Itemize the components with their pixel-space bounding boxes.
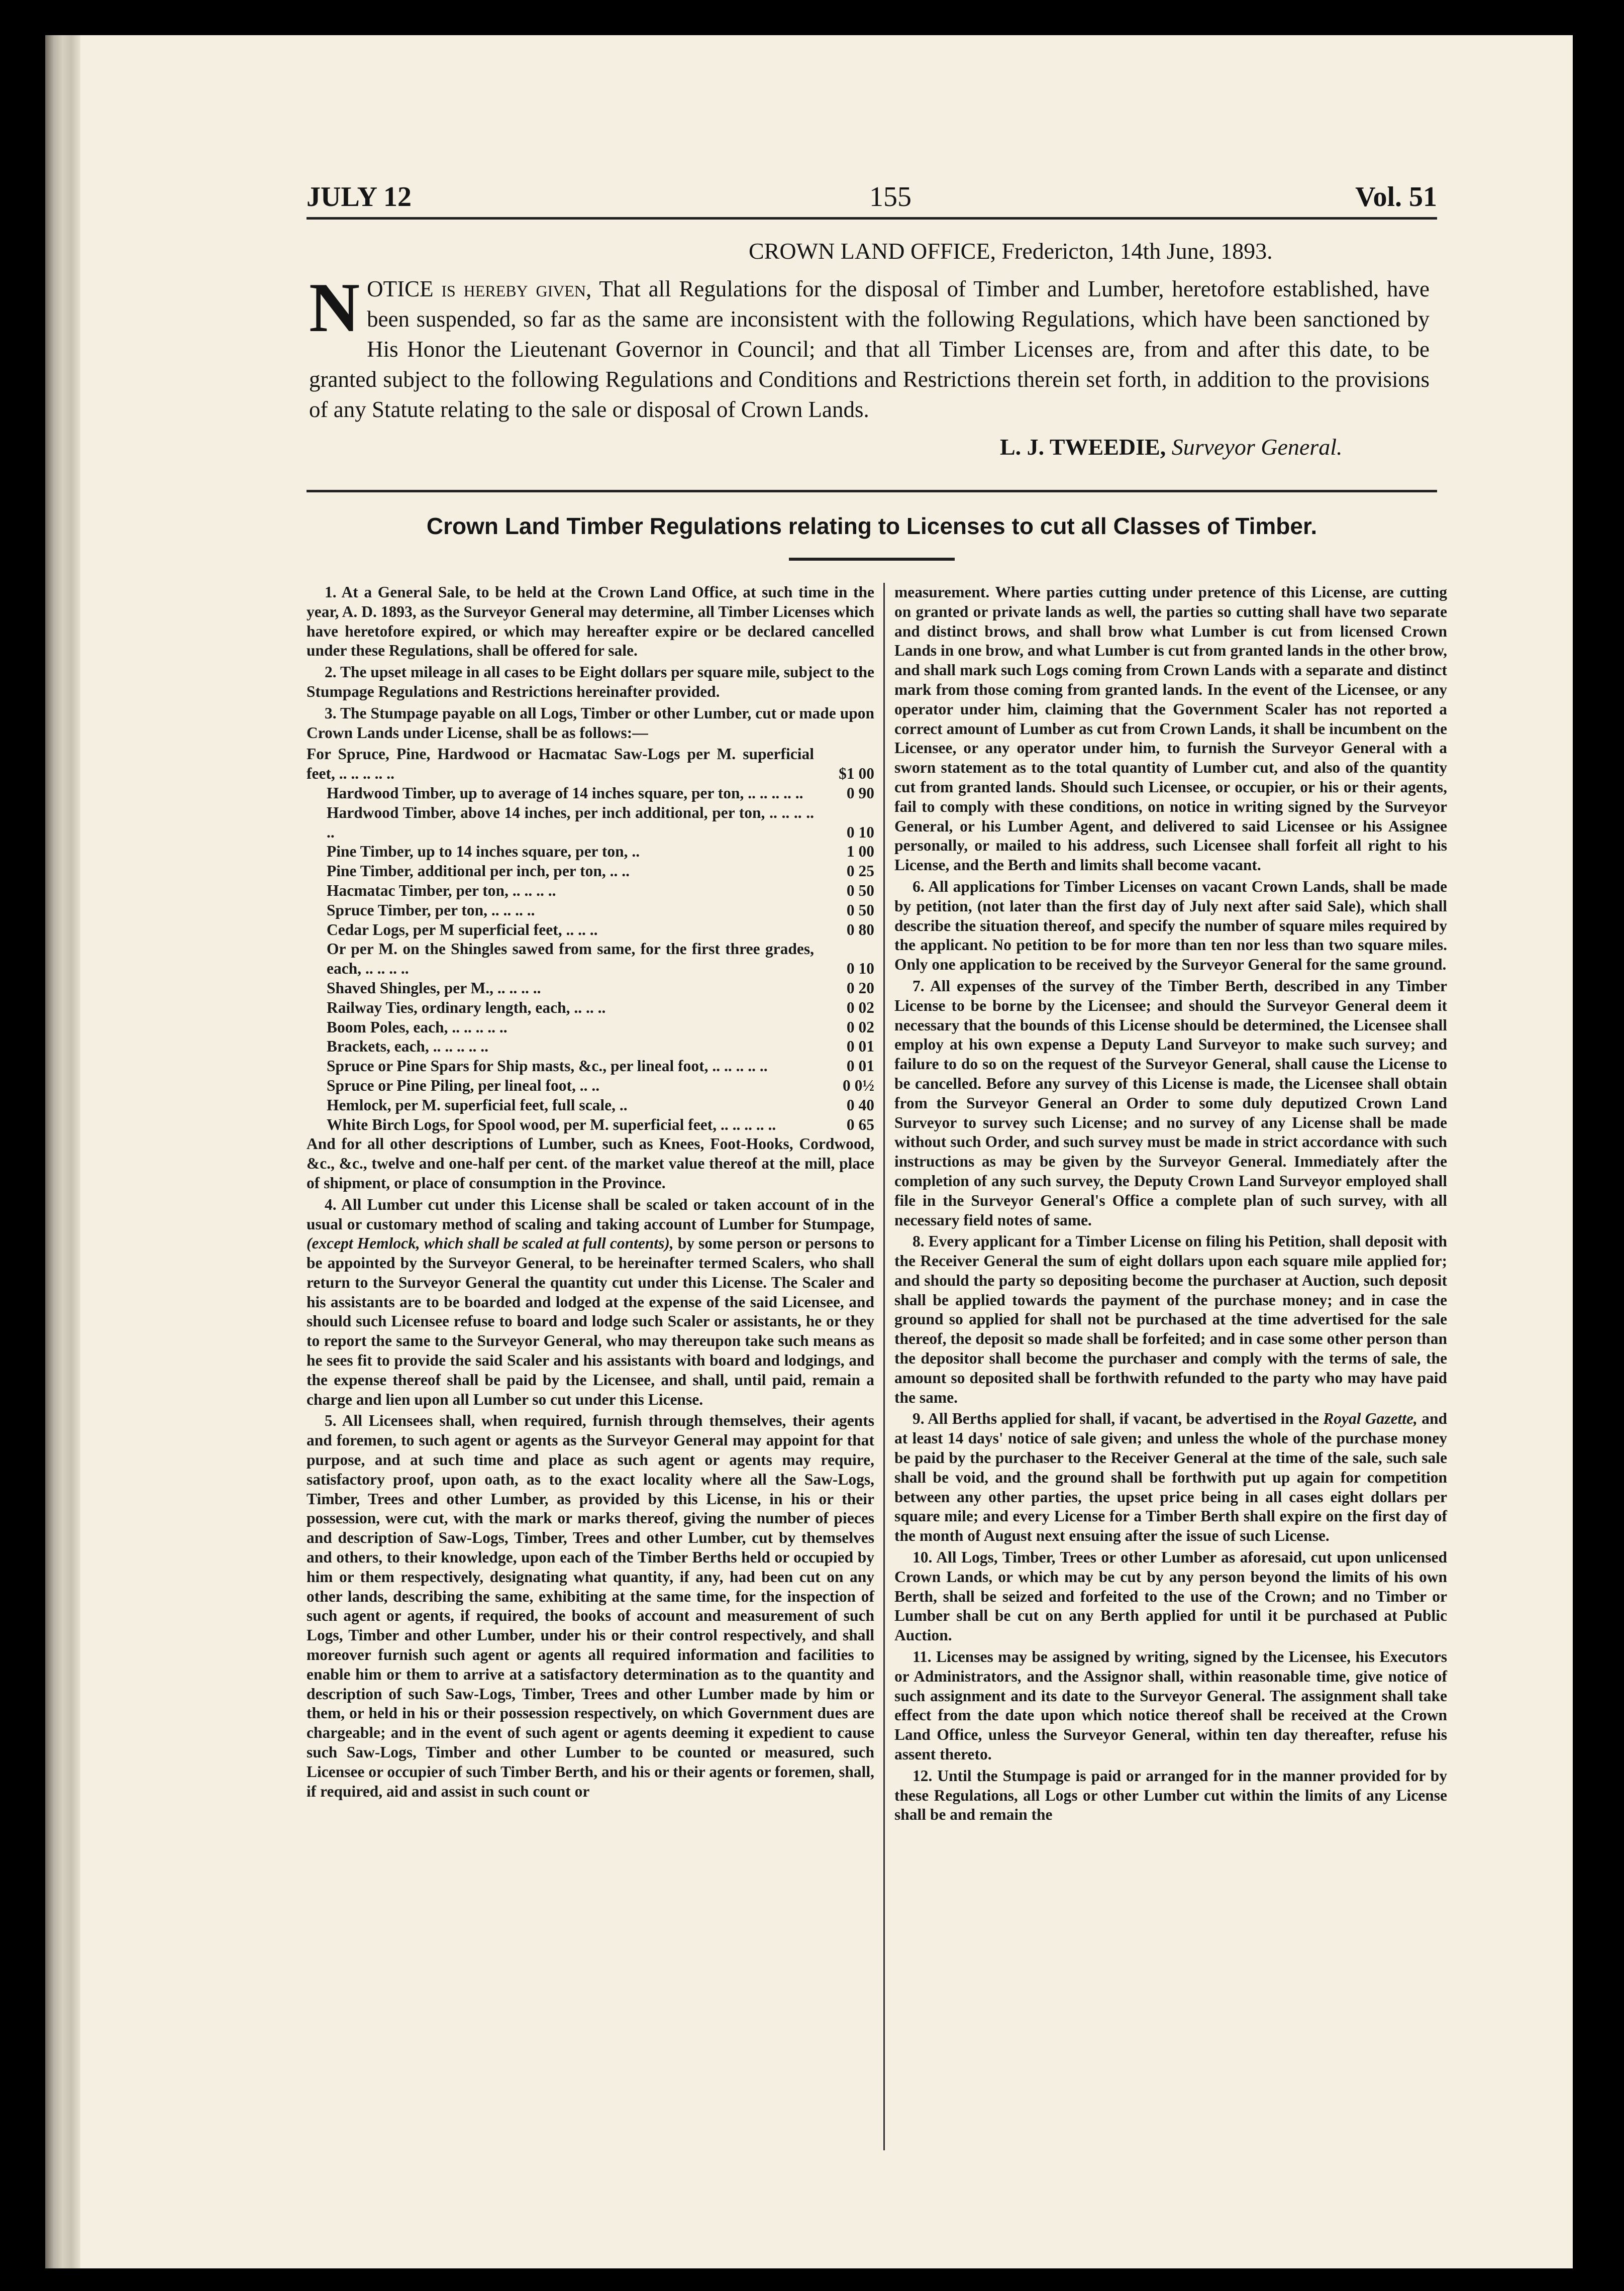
regulation-9 <box>894 1409 1447 1546</box>
notice-text: That all Regulations for the disposal of Timber and Lumber, heretofore established, have been suspended, so far as the same are inconsistent with the following Regulations, which have been sanctioned by His Honor the Lieutenant Governor in Council; and that all Timber Licenses are, from and after this date, to be granted subject to the following Regulations and Conditions and Restrictions therein set forth, in addition to the provisions of any Statute relating to the sale or disposal of Crown Lands. <box>309 276 1430 422</box>
rate-row <box>307 998 874 1018</box>
rate-price: $1 00 <box>839 765 874 783</box>
notice-paragraph <box>309 269 1430 425</box>
rate-row <box>307 920 874 940</box>
rate-item: Spruce or Pine Piling, per lineal foot, .. .. <box>327 1076 600 1094</box>
book-spine <box>45 35 80 2268</box>
regulation-4-text-a: 4. All Lumber cut under this License shall be scaled or taken account of in the usual or customary method of scaling and taking account of Lumber for Stumpage, <box>307 1195 874 1233</box>
rate-row <box>307 1057 874 1076</box>
regulation-4-italic: (except Hemlock, which shall be scaled at full contents), <box>307 1234 674 1253</box>
section-divider <box>307 490 1437 492</box>
regulation-12: 12. Until the Stumpage is paid or arranged for in the manner provided for by these Regulations, all Logs or other Lumber cut within the limits of any License shall be and remain the <box>894 1766 1447 1824</box>
document-page <box>45 35 1573 2268</box>
rate-item: Spruce or Pine Spars for Ship masts, &c., per lineal foot, .. .. .. .. .. <box>327 1057 768 1075</box>
rate-price: 0 65 <box>846 1115 874 1133</box>
drop-cap: N <box>309 269 360 347</box>
stumpage-rates-table <box>307 745 874 1134</box>
rate-item: Or per M. on the Shingles sawed from same, for the first three grades, each, .. .. .. .. <box>327 940 814 978</box>
rate-row <box>307 862 874 881</box>
rate-price: 1 00 <box>846 843 874 861</box>
rate-row <box>307 1115 874 1135</box>
regulation-11: 11. Licenses may be assigned by writing, signed by the Licensee, his Executors or Administrators, and the Assignor shall, within reasonable time, give notice of such assignment and its date to the Surveyor General. The assignment shall take effect from the date upon which notice thereof shall be received at the Crown Land Office, unless the Surveyor General, within ten day thereafter, refuse his assent thereto. <box>894 1648 1447 1763</box>
rate-row <box>307 979 874 998</box>
rate-row <box>307 803 874 843</box>
running-header <box>307 152 1437 220</box>
regulations-title: Crown Land Timber Regulations relating to Licenses to cut all Classes of Timber. <box>426 513 1317 539</box>
rate-item: Hardwood Timber, above 14 inches, per inch additional, per ton, .. .. .. .. .. <box>327 803 814 841</box>
regulation-1: 1. At a General Sale, to be held at the Crown Land Office, at such time in the year, A. D. 1893, as the Surveyor General may determine, all Timber Licenses which have heretofore expired, or which may hereafter expire or be declared cancelled under these Regulations, shall be offered for sale. <box>307 583 874 660</box>
left-column <box>307 583 874 1803</box>
rate-price: 0 25 <box>846 862 874 880</box>
rate-item: Hemlock, per M. superficial feet, full scale, .. <box>327 1096 628 1114</box>
rate-row <box>307 940 874 979</box>
rate-price: 0 01 <box>846 1037 874 1056</box>
regulation-9-text-a: 9. All Berths applied for shall, if vacant, be advertised in the <box>912 1410 1324 1428</box>
rate-item: Railway Ties, ordinary length, each, .. .. .. <box>327 998 606 1016</box>
rate-item: For Spruce, Pine, Hardwood or Hacmatac Saw-Logs per M. superficial feet, .. .. .. .. .. <box>307 745 814 783</box>
rate-price: 0 01 <box>846 1057 874 1075</box>
rate-item: Hardwood Timber, up to average of 14 inches square, per ton, .. .. .. .. .. <box>327 784 803 802</box>
regulation-9-text-b: and at least 14 days' notice of sale given; and unless the whole of the purchase money be paid by the purchaser to the Receiver General at the time of the sale, such sale shall be void, and the ground shall be forthwith put up again for competition between any other parties, the upset price being in all cases eight dollars per square mile; and every License for a Timber Berth shall expire on the first day of the month of August next ensuing after the issue of such License. <box>894 1410 1447 1545</box>
rate-price: 0 50 <box>846 901 874 919</box>
rate-item: White Birch Logs, for Spool wood, per M. superficial feet, .. .. .. .. .. <box>327 1115 776 1133</box>
page-number: 155 <box>869 181 911 213</box>
right-column <box>894 583 1447 1827</box>
office-dateline: CROWN LAND OFFICE, Fredericton, 14th June, 1893. <box>749 238 1273 264</box>
rate-row <box>307 784 874 803</box>
rate-price: 0 90 <box>846 784 874 802</box>
volume-number: Vol. 51 <box>1355 181 1437 213</box>
regulation-3-continued: And for all other descriptions of Lumber, such as Knees, Foot-Hooks, Cordwood, &c., &c., twelve and one-half per cent. of the market value thereof at the mill, place of shipment, or place of consumption in the Province. <box>307 1135 874 1192</box>
rate-price: 0 02 <box>846 998 874 1016</box>
rate-price: 0 80 <box>846 920 874 939</box>
notice-signature <box>1000 432 1452 462</box>
rate-price: 0 0½ <box>843 1076 874 1094</box>
regulation-8: 8. Every applicant for a Timber License on filing his Petition, shall deposit with the Receiver General the sum of eight dollars upon each square mile applied for; and should the party so depositing become the purchaser at Auction, such deposit shall be applied towards the payment of the purchase money; and in case the ground so applied for shall not be purchased at the time advertised for the sale thereof, the deposit so made shall be forfeited; and in case some other person than the depositor shall become the purchaser and comply with the terms of sale, the amount so deposited shall be forthwith refunded to the party who may have paid the same. <box>894 1232 1447 1406</box>
rate-item: Brackets, each, .. .. .. .. .. <box>327 1037 488 1056</box>
rate-item: Shaved Shingles, per M., .. .. .. .. <box>327 979 541 997</box>
rate-price: 0 40 <box>846 1096 874 1114</box>
rate-row <box>307 881 874 901</box>
rate-price: 0 10 <box>846 960 874 978</box>
rate-item: Pine Timber, additional per inch, per ton, .. .. <box>327 862 630 880</box>
rate-row <box>307 1018 874 1037</box>
rate-item: Hacmatac Timber, per ton, .. .. .. .. <box>327 881 556 899</box>
regulation-4-text-b: by some person or persons to be appointed by the Surveyor General, to be hereinafter termed Scalers, who shall return to the Surveyor General the quantity cut under this License. The Scaler and his assistants are to be boarded and lodged at the expense of the said Licensee, and should such Licensee refuse to board and lodge such Scaler or assistants, he or they to report the same to the Surveyor General, who may thereupon take such means as he sees fit to provide the said Scaler and his assistants with board and lodgings, and the expense thereof shall be paid by the Licensee, and shall, until paid, remain a charge and lien upon all Lumber so cut under this License. <box>307 1234 874 1408</box>
rate-row <box>307 1096 874 1115</box>
regulation-6: 6. All applications for Timber Licenses on vacant Crown Lands, shall be made by petition, (not later than the first day of July next after said Sale), which shall describe the situation thereof, and specify the number of square miles required by the applicant. No petition to be for more than ten nor less than two square miles. Only one application to be received by the Surveyor General for the same ground. <box>894 877 1447 974</box>
notice-lead: OTICE is hereby given, <box>367 276 592 301</box>
regulation-2: 2. The upset mileage in all cases to be Eight dollars per square mile, subject to the Stumpage Regulations and Restrictions hereinafter provided. <box>307 663 874 700</box>
regulation-5: 5. All Licensees shall, when required, furnish through themselves, their agents and foremen, to such agent or agents as the Surveyor General may appoint for that purpose, and at such time and place as such agent or agents may require, satisfactory proof, upon oath, as to the exact locality where all the Saw-Logs, Timber, Trees and other Lumber, as provided by this License, in his or their possession, were cut, with the mark or marks thereof, giving the number of pieces and description of Saw-Logs, Timber, Trees and other Lumber, cut by themselves and others, to their knowledge, upon each of the Timber Berths held or occupied by him or them respectively, designating what quantity, if any, had been cut on any other lands, describing the same, exhibiting at the same time, for the inspection of such agent or agents, if required, the books of account and measurement of such Logs, Timber and other Lumber, under his or their control respectively, and shall moreover furnish such agent or agents all required information and facilities to enable him or them to arrive at a satisfactory determination as to the quantity and description of such Saw-Logs, Timber, Trees and other Lumber made by him or them, or held in his or their possession respectively, on which Government dues are chargeable; and in the event of such agent or agents deeming it expedient to cause such Saw-Logs, Timber and other Lumber to be counted or measured, such Licensee or occupier of such Timber Berth, and his or their agents or foremen, shall, if required, aid and assist in such count or <box>307 1412 874 1800</box>
rate-row <box>307 1076 874 1096</box>
regulation-7: 7. All expenses of the survey of the Timber Berth, described in any Timber License to be borne by the Licensee; and should the Surveyor General deem it necessary that the bounds of this License should be determined, the Licensee shall employ at his own expense a Deputy Land Surveyor to make such survey; and failure to do so on the request of the Surveyor General, shall cause the License to be cancelled. Before any survey of this License is made, the Licensee shall obtain from the Surveyor General an Order to some duly deputized Crown Land Surveyor to survey such License; and no survey of any License shall be made without such Order, and such survey must be made in strict accordance with such instructions as may be given by the Surveyor General. Immediately after the completion of any such survey, the Deputy Crown Land Surveyor employed shall file in the Surveyor General's Office a complete plan of such survey, with all necessary field notes of same. <box>894 977 1447 1229</box>
rate-price: 0 50 <box>846 881 874 899</box>
signatory-name: L. J. TWEEDIE, <box>1000 434 1166 460</box>
column-divider <box>883 583 885 2150</box>
regulation-10: 10. All Logs, Timber, Trees or other Lumber as aforesaid, cut upon unlicensed Crown Lands, or which may be cut by any person beyond the limits of his own Berth, shall be seized and forfeited to the use of the Crown; and no Timber or Lumber shall be cut on any Berth applied for until it be purchased at Public Auction. <box>894 1548 1447 1644</box>
rate-price: 0 10 <box>846 823 874 841</box>
rate-row <box>307 842 874 862</box>
rate-price: 0 02 <box>846 1018 874 1036</box>
regulation-9-italic: Royal Gazette, <box>1323 1410 1417 1428</box>
rate-item: Cedar Logs, per M superficial feet, .. .. .. <box>327 920 598 939</box>
rate-item: Spruce Timber, per ton, .. .. .. .. <box>327 901 535 919</box>
title-underline <box>789 558 955 561</box>
header-date: JULY 12 <box>307 181 412 213</box>
rate-item: Pine Timber, up to 14 inches square, per ton, .. <box>327 843 640 861</box>
regulation-3: 3. The Stumpage payable on all Logs, Timber or other Lumber, cut or made upon Crown Lands under License, shall be as follows:— <box>307 704 874 742</box>
regulation-4 <box>307 1195 874 1410</box>
signatory-title: Surveyor General. <box>1171 434 1343 460</box>
rate-item: Boom Poles, each, .. .. .. .. .. <box>327 1018 508 1036</box>
rate-row <box>307 745 874 784</box>
rate-price: 0 20 <box>846 979 874 997</box>
rate-row <box>307 1037 874 1057</box>
rate-row <box>307 901 874 920</box>
regulation-5-continued: measurement. Where parties cutting under pretence of this License, are cutting on granted or private lands as well, the parties so cutting shall have two separate and distinct brows, and shall brow what Lumber is cut from licensed Crown Lands in one brow, and what Lumber is cut from granted lands in the other brow, and shall mark such Logs coming from Crown Lands with a separate and distinct mark from those coming from granted lands. In the event of the Licensee, or any operator under him, claiming that the Government Scaler has not reported a correct amount of Lumber as cut from Crown Lands, it shall be incumbent on the Licensee, or any operator under him, to furnish the Surveyor General with a sworn statement as to the total quantity of Lumber cut, and also of the quantity cut from granted lands. Should such Licensee, or occupier, or his or their agents, fail to comply with these conditions, on notice in writing signed by the Surveyor General, or his Lumber Agent, and delivered to said Licensee or his Assignee personally, or mailed to his address, such Licensee shall forfeit all right to his License, and the Berth and limits shall become vacant. <box>894 583 1447 874</box>
